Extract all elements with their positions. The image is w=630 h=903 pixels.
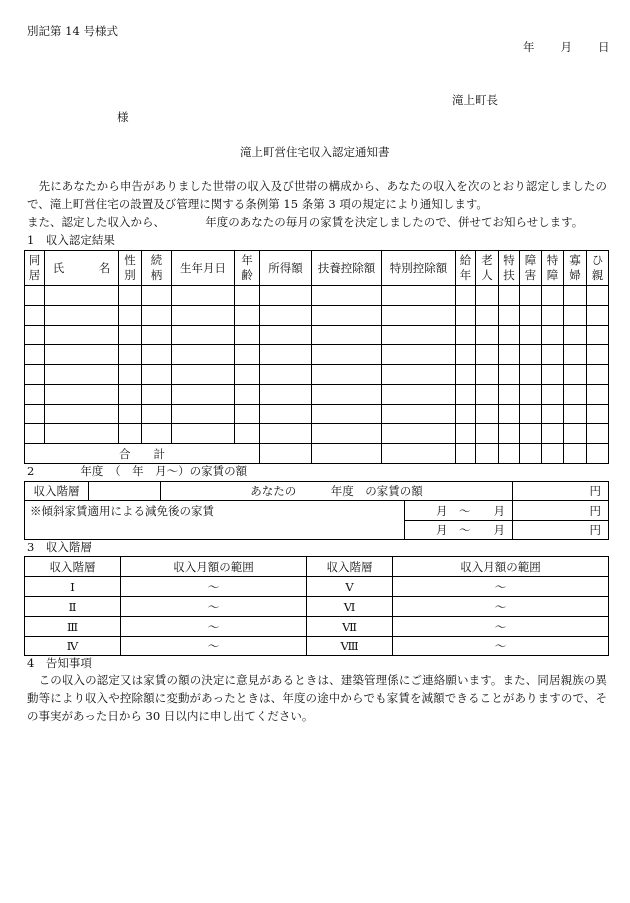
result-cell — [260, 384, 312, 404]
result-cell — [142, 365, 172, 385]
result-cell — [25, 325, 45, 345]
result-cell — [119, 424, 142, 444]
notice-line: この収入の認定又は家賃の額の決定に意見があるときは、建築管理係にご連絡願います。また、同居親族の異 — [27, 673, 607, 687]
result-cell — [542, 424, 564, 444]
reduced-period: 月 〜 月 — [405, 521, 513, 540]
result-cell — [520, 424, 542, 444]
section-heading-notice: 4 告知事項 — [27, 656, 92, 670]
income-level-row — [25, 637, 609, 656]
result-cell — [119, 345, 142, 365]
col-special-disabled — [542, 251, 564, 286]
result-cell — [312, 365, 382, 385]
result-cell — [45, 404, 119, 424]
result-cell — [260, 286, 312, 306]
result-cell — [235, 286, 260, 306]
result-cell — [499, 365, 520, 385]
result-cell — [172, 424, 235, 444]
result-cell — [235, 424, 260, 444]
result-cell — [382, 424, 456, 444]
result-cell — [564, 345, 587, 365]
result-cell — [119, 286, 142, 306]
result-cell — [172, 365, 235, 385]
result-cell — [235, 365, 260, 385]
level-cell: Ⅷ — [307, 637, 393, 656]
result-cell — [564, 404, 587, 424]
level-cell: Ⅳ — [25, 637, 121, 656]
monthly-rent-amount: 円 — [513, 482, 609, 501]
col-sex-label: 性別 — [124, 253, 136, 282]
result-cell — [142, 424, 172, 444]
result-cell — [312, 424, 382, 444]
level-cell: Ⅵ — [307, 597, 393, 617]
col-salary-pension-label: 給年 — [459, 253, 472, 282]
result-cell — [520, 365, 542, 385]
result-cell — [312, 286, 382, 306]
result-cell — [499, 286, 520, 306]
result-cell — [587, 286, 609, 306]
col-range: 収入月額の範囲 — [393, 557, 609, 577]
result-row — [25, 404, 609, 424]
result-cell — [119, 305, 142, 325]
result-cell — [172, 404, 235, 424]
col-single-parent — [587, 251, 609, 286]
range-cell: 〜 — [393, 637, 609, 656]
result-cell — [382, 365, 456, 385]
issuer-name: 滝上町長 — [452, 93, 498, 107]
col-level: 収入階層 — [25, 557, 121, 577]
result-cell — [587, 325, 609, 345]
result-cell — [142, 404, 172, 424]
result-cell — [542, 325, 564, 345]
section-heading-income-levels: 3 収入階層 — [27, 540, 92, 554]
total-cell — [564, 444, 587, 464]
result-cell — [312, 384, 382, 404]
result-cell — [542, 305, 564, 325]
result-cell — [476, 286, 499, 306]
income-level-table — [24, 556, 609, 656]
result-cell — [499, 325, 520, 345]
reduced-rent-label: ※傾斜家賃適用による減免後の家賃 — [25, 501, 405, 540]
col-elderly — [476, 251, 499, 286]
range-cell: 〜 — [393, 577, 609, 597]
result-cell — [499, 384, 520, 404]
range-cell: 〜 — [121, 617, 307, 637]
income-level-value — [89, 482, 161, 501]
result-cell — [172, 384, 235, 404]
result-cell — [235, 384, 260, 404]
level-cell: Ⅲ — [25, 617, 121, 637]
result-cell — [45, 325, 119, 345]
result-cell — [312, 345, 382, 365]
result-cell — [142, 345, 172, 365]
result-cell — [25, 286, 45, 306]
result-cell — [564, 305, 587, 325]
result-cell — [142, 384, 172, 404]
result-cell — [260, 404, 312, 424]
result-row — [25, 345, 609, 365]
col-range: 収入月額の範囲 — [121, 557, 307, 577]
result-cell — [260, 424, 312, 444]
result-row — [25, 365, 609, 385]
result-cell — [456, 404, 476, 424]
result-cell — [45, 424, 119, 444]
col-income: 所得額 — [260, 251, 312, 286]
col-cohabit-label: 同居 — [28, 253, 41, 282]
total-cell — [520, 444, 542, 464]
document-title: 滝上町営住宅収入認定通知書 — [240, 145, 390, 159]
col-cohabit — [25, 251, 45, 286]
level-cell: Ⅱ — [25, 597, 121, 617]
total-cell — [499, 444, 520, 464]
result-cell — [119, 384, 142, 404]
result-cell — [587, 384, 609, 404]
result-cell — [382, 305, 456, 325]
result-cell — [382, 384, 456, 404]
col-dependent-deduction: 扶養控除額 — [312, 251, 382, 286]
range-cell: 〜 — [121, 637, 307, 656]
date-line: 年 月 日 — [523, 40, 611, 54]
result-row — [25, 325, 609, 345]
reduced-rent-row — [25, 501, 609, 521]
col-widow — [564, 251, 587, 286]
result-cell — [587, 345, 609, 365]
result-cell — [564, 424, 587, 444]
result-cell — [520, 345, 542, 365]
result-cell — [382, 286, 456, 306]
result-cell — [260, 345, 312, 365]
level-cell: Ⅶ — [307, 617, 393, 637]
result-cell — [476, 365, 499, 385]
result-cell — [520, 325, 542, 345]
total-income-cell — [260, 444, 312, 464]
result-cell — [587, 424, 609, 444]
result-cell — [45, 286, 119, 306]
income-level-row — [25, 577, 609, 597]
result-cell — [476, 384, 499, 404]
result-cell — [476, 345, 499, 365]
col-special-deduction: 特別控除額 — [382, 251, 456, 286]
col-single-parent-label: ひ親 — [591, 253, 604, 282]
result-cell — [456, 345, 476, 365]
col-special-dependent — [499, 251, 520, 286]
income-level-row — [25, 617, 609, 637]
result-cell — [542, 286, 564, 306]
result-cell — [456, 286, 476, 306]
range-cell: 〜 — [393, 597, 609, 617]
income-level-row — [25, 597, 609, 617]
result-cell — [312, 325, 382, 345]
col-disabled-label: 障害 — [524, 253, 537, 282]
total-cell — [456, 444, 476, 464]
level-cell: Ⅰ — [25, 577, 121, 597]
result-cell — [564, 384, 587, 404]
result-cell — [312, 305, 382, 325]
result-cell — [499, 345, 520, 365]
result-cell — [542, 345, 564, 365]
income-result-table — [24, 250, 609, 464]
result-cell — [456, 424, 476, 444]
result-cell — [564, 325, 587, 345]
result-row — [25, 286, 609, 306]
result-cell — [25, 424, 45, 444]
form-number-label: 別記第 14 号様式 — [27, 24, 118, 38]
reduced-amount: 円 — [513, 501, 609, 521]
col-birthdate: 生年月日 — [172, 251, 235, 286]
result-cell — [476, 325, 499, 345]
result-cell — [172, 286, 235, 306]
total-dependent-deduction-cell — [312, 444, 382, 464]
range-cell: 〜 — [393, 617, 609, 637]
result-cell — [235, 305, 260, 325]
result-cell — [456, 384, 476, 404]
result-cell — [499, 424, 520, 444]
result-cell — [564, 286, 587, 306]
result-cell — [25, 345, 45, 365]
result-cell — [260, 325, 312, 345]
result-cell — [45, 365, 119, 385]
result-cell — [45, 384, 119, 404]
result-cell — [520, 286, 542, 306]
result-cell — [456, 365, 476, 385]
result-cell — [142, 286, 172, 306]
result-cell — [382, 404, 456, 424]
result-cell — [382, 325, 456, 345]
result-cell — [235, 345, 260, 365]
level-cell: Ⅴ — [307, 577, 393, 597]
result-cell — [25, 384, 45, 404]
total-cell — [587, 444, 609, 464]
total-cell — [476, 444, 499, 464]
result-cell — [25, 404, 45, 424]
reduced-period: 月 〜 月 — [405, 501, 513, 521]
result-cell — [172, 345, 235, 365]
result-cell — [564, 365, 587, 385]
result-cell — [25, 365, 45, 385]
intro-line: また、認定した収入から、 年度のあなたの毎月の家賃を決定しましたので、併せてお知らせします。 — [27, 215, 584, 229]
result-cell — [520, 305, 542, 325]
col-special-dependent-label: 特扶 — [503, 253, 515, 282]
result-cell — [172, 305, 235, 325]
col-age — [235, 251, 260, 286]
result-cell — [499, 305, 520, 325]
total-row — [25, 444, 609, 464]
col-widow-label: 寡婦 — [569, 253, 581, 282]
recipient-honorific: 様 — [117, 110, 129, 124]
income-result-header-row — [25, 251, 609, 286]
result-cell — [119, 365, 142, 385]
monthly-rent-label: あなたの 年度 の家賃の額 — [161, 482, 513, 501]
result-cell — [260, 305, 312, 325]
result-cell — [587, 305, 609, 325]
result-cell — [142, 305, 172, 325]
result-cell — [476, 305, 499, 325]
col-name: 氏 名 — [45, 251, 119, 286]
result-cell — [476, 424, 499, 444]
range-cell: 〜 — [121, 597, 307, 617]
result-cell — [520, 384, 542, 404]
result-cell — [520, 404, 542, 424]
total-cell — [542, 444, 564, 464]
result-cell — [587, 404, 609, 424]
col-sex — [119, 251, 142, 286]
result-cell — [260, 365, 312, 385]
result-cell — [587, 365, 609, 385]
total-label: 合 計 — [25, 444, 260, 464]
col-elderly-label: 老人 — [481, 253, 493, 282]
result-cell — [542, 384, 564, 404]
rent-row — [25, 482, 609, 501]
col-age-label: 年齢 — [241, 253, 253, 282]
result-cell — [499, 404, 520, 424]
reduced-amount: 円 — [513, 521, 609, 540]
result-cell — [45, 345, 119, 365]
rent-table — [24, 481, 609, 540]
col-salary-pension — [456, 251, 476, 286]
notice-line: の事実があった日から 30 日以内に申し出てください。 — [27, 709, 314, 723]
result-cell — [542, 404, 564, 424]
result-cell — [456, 305, 476, 325]
income-level-label: 収入階層 — [25, 482, 89, 501]
result-cell — [476, 404, 499, 424]
result-cell — [456, 325, 476, 345]
col-special-disabled-label: 特障 — [546, 253, 559, 282]
result-cell — [45, 305, 119, 325]
col-relationship-label: 続柄 — [150, 253, 163, 282]
result-cell — [119, 404, 142, 424]
income-level-header-row — [25, 557, 609, 577]
section-heading-rent: 2 年度 （ 年 月〜）の家賃の額 — [27, 464, 248, 478]
result-row — [25, 305, 609, 325]
result-cell — [235, 325, 260, 345]
result-cell — [312, 404, 382, 424]
result-cell — [382, 345, 456, 365]
col-level: 収入階層 — [307, 557, 393, 577]
col-disabled — [520, 251, 542, 286]
income-result-rows — [25, 286, 609, 464]
col-relationship — [142, 251, 172, 286]
result-cell — [25, 305, 45, 325]
result-row — [25, 384, 609, 404]
result-row — [25, 424, 609, 444]
result-cell — [142, 325, 172, 345]
result-cell — [235, 404, 260, 424]
intro-line: で、滝上町営住宅の設置及び管理に関する条例第 15 条第 3 項の規定により通知します。 — [27, 197, 488, 211]
section-heading-income-result: 1 収入認定結果 — [27, 233, 115, 247]
total-special-deduction-cell — [382, 444, 456, 464]
notice-line: 動等により収入や控除額に変動があったときは、年度の途中からでも家賃を減額できることがありますので、そ — [27, 691, 607, 705]
result-cell — [542, 365, 564, 385]
range-cell: 〜 — [121, 577, 307, 597]
intro-line: 先にあなたから申告がありました世帯の収入及び世帯の構成から、あなたの収入を次のとおり認定しましたの — [27, 179, 607, 193]
result-cell — [172, 325, 235, 345]
result-cell — [119, 325, 142, 345]
